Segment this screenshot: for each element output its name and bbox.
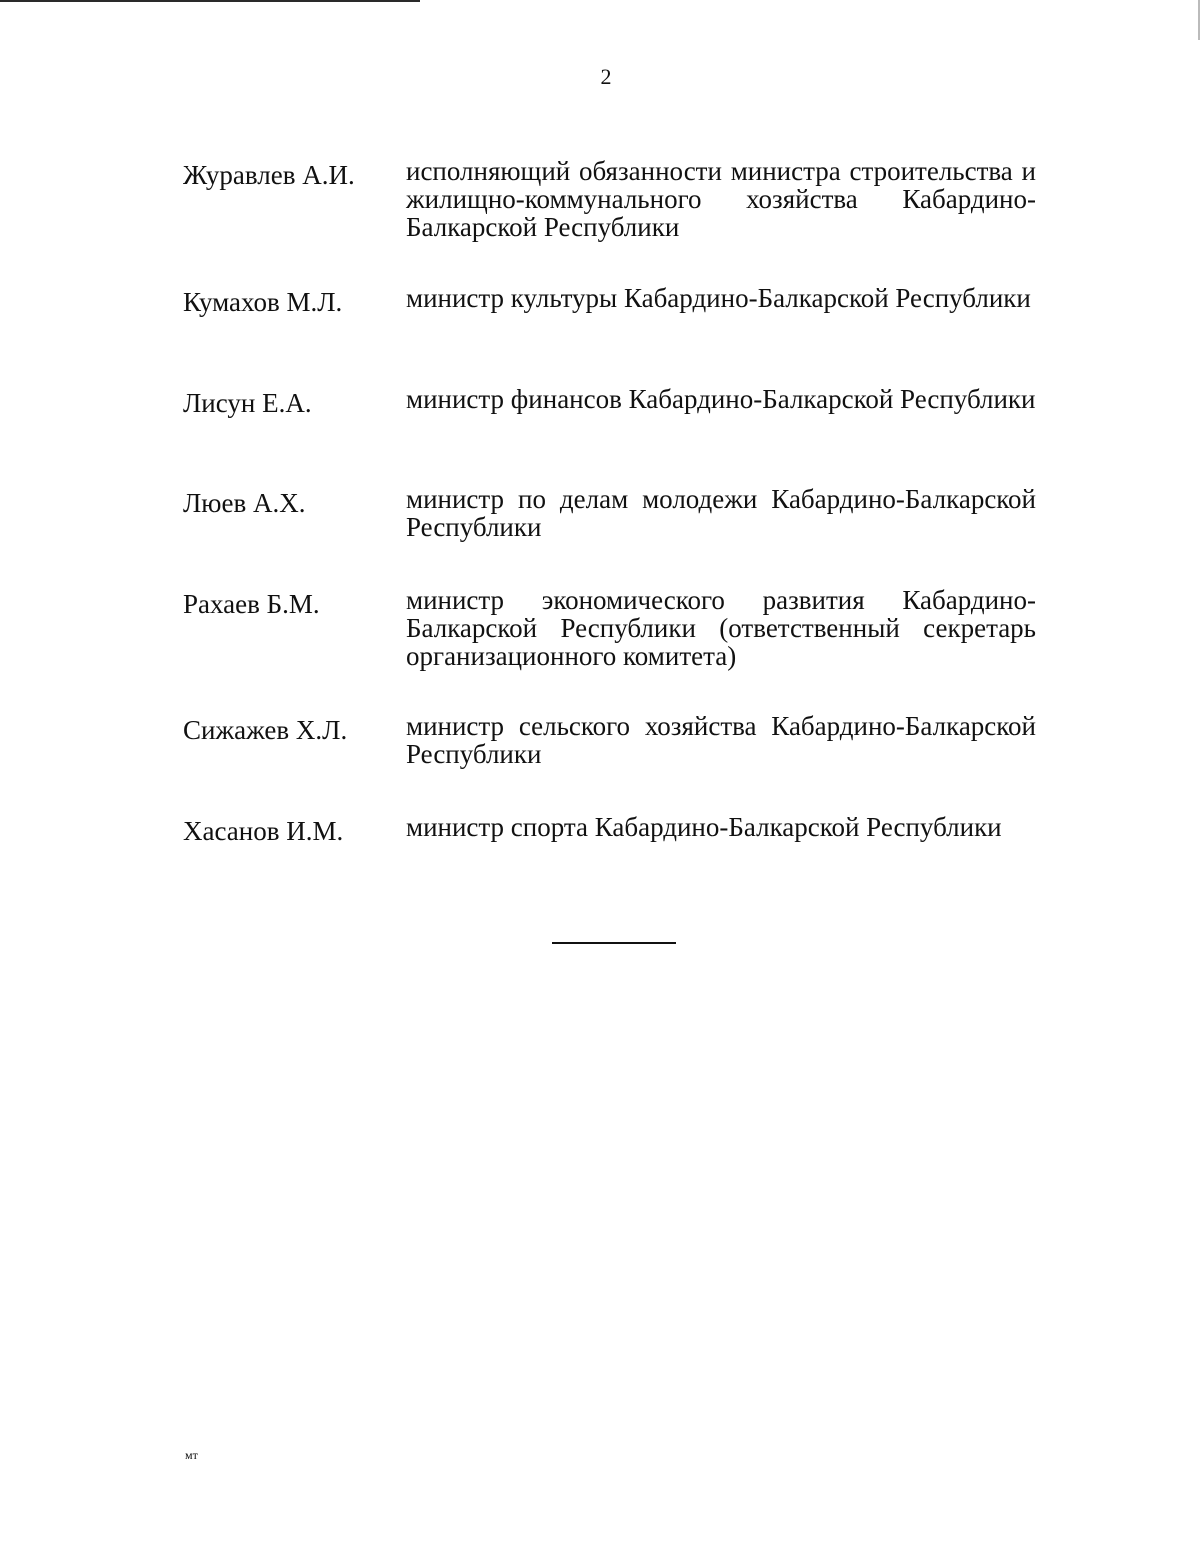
member-title: министр по делам молодежи Кабардино-Балкарской Республики <box>406 484 1036 542</box>
member-name: Люев А.Х. <box>183 488 306 518</box>
member-name: Лисун Е.А. <box>183 388 312 418</box>
member-title: министр сельского хозяйства Кабардино-Балкарской Республики <box>406 711 1036 769</box>
member-name: Сижажев Х.Л. <box>183 715 348 745</box>
member-title: министр экономического развития Кабардино-Балкарской Республики (ответственный секретарь организационного комитета) <box>406 585 1036 671</box>
member-title: исполняющий обязанности министра строительства и жилищно-коммунального хозяйства Кабардино-Балкарской Республики <box>406 156 1036 242</box>
scan-edge-top <box>0 0 420 2</box>
page-number: 2 <box>600 64 612 89</box>
member-title: министр спорта Кабардино-Балкарской Республики <box>406 812 1002 842</box>
member-title: министр финансов Кабардино-Балкарской Республики <box>406 384 1036 414</box>
member-name: Кумахов М.Л. <box>183 287 343 317</box>
member-name: Хасанов И.М. <box>183 816 344 846</box>
member-title: министр культуры Кабардино-Балкарской Республики <box>406 283 1031 313</box>
member-name: Журавлев А.И. <box>183 160 355 190</box>
footer-code: мт <box>185 1448 198 1462</box>
member-name: Рахаев Б.М. <box>183 589 320 619</box>
end-separator-line <box>552 942 676 944</box>
